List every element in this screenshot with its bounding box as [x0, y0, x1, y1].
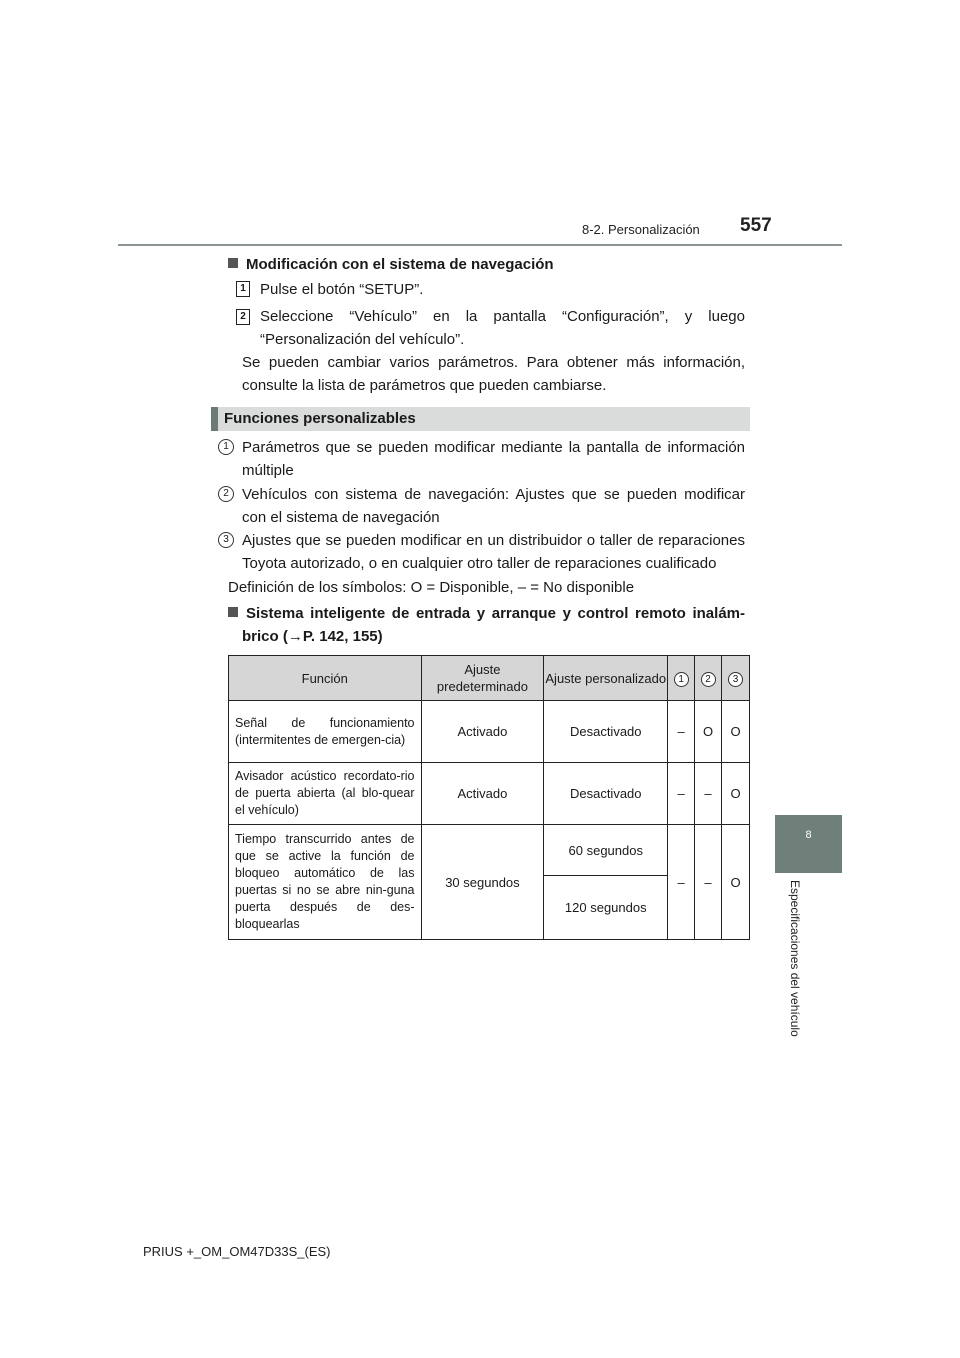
availability-1-cell: –	[668, 825, 695, 940]
legend-3-marker: 3	[218, 532, 234, 548]
column-header-default: Ajuste predeterminado	[421, 656, 544, 701]
custom-cell: Desactivado	[544, 763, 668, 825]
availability-3-cell: O	[722, 825, 750, 940]
document-code: PRIUS +_OM_OM47D33S_(ES)	[143, 1244, 331, 1259]
table-row	[229, 701, 750, 763]
custom-cell: Desactivado	[544, 701, 668, 763]
table-header-row	[229, 656, 750, 701]
step-1-text: Pulse el botón “SETUP”.	[260, 281, 424, 298]
header-divider	[118, 244, 842, 246]
step-2-text: Seleccione “Vehículo” en la pantalla “Configuración”, y luego “Personalización del vehículo”.	[260, 308, 745, 348]
legend-1-marker: 1	[218, 439, 234, 455]
legend-2-marker: 2	[218, 486, 234, 502]
square-bullet-icon	[228, 258, 238, 268]
column-header-1: 1	[668, 656, 695, 701]
default-cell: Activado	[421, 763, 544, 825]
availability-2-cell: O	[695, 701, 722, 763]
availability-2-cell: –	[695, 825, 722, 940]
availability-3-cell: O	[722, 763, 750, 825]
legend-2-text: Vehículos con sistema de navegación: Ajustes que se pueden modificar con el sistema de navegación	[242, 486, 745, 526]
chapter-tab-number: 8	[805, 829, 812, 841]
default-cell: Activado	[421, 701, 544, 763]
symbol-definitions: Definición de los símbolos: O = Disponible, – = No disponible	[228, 579, 635, 596]
chapter-tab	[775, 815, 842, 873]
chapter-label-container	[775, 880, 815, 1060]
column-header-2: 2	[695, 656, 722, 701]
page-number: 557	[740, 215, 772, 236]
chapter-label: Especificaciones del vehículo	[788, 880, 802, 1037]
table-row	[229, 763, 750, 825]
column-header-custom: Ajuste personalizado	[544, 656, 668, 701]
custom-cell-option-b: 120 segundos	[544, 876, 668, 940]
column-header-3: 3	[722, 656, 750, 701]
custom-cell-option-a: 60 segundos	[544, 825, 668, 876]
availability-1-cell: –	[668, 701, 695, 763]
availability-3-cell: O	[722, 701, 750, 763]
legend-1-text: Parámetros que se pueden modificar mediante la pantalla de información múltiple	[242, 439, 745, 479]
section-label: 8-2. Personalización	[582, 222, 700, 237]
legend-3-text: Ajustes que se pueden modificar en un distribuidor o taller de reparaciones Toyota autorizado, o en cualquier otro taller de reparaciones cualificado	[242, 532, 745, 572]
square-bullet-icon	[228, 607, 238, 617]
column-header-function: Función	[229, 656, 422, 701]
section-banner-accent	[211, 407, 218, 431]
availability-1-cell: –	[668, 763, 695, 825]
section-banner-title: Funciones personalizables	[224, 410, 416, 427]
settings-table	[228, 655, 750, 940]
function-cell: Señal de funcionamiento (intermitentes de emergen-cia)	[229, 701, 422, 763]
function-cell: Tiempo transcurrido antes de que se active la función de bloqueo automático de las puertas si no se abre nin-guna puerta después de des-bloquearlas	[229, 825, 422, 940]
function-cell: Avisador acústico recordato-rio de puerta abierta (al blo-quear el vehículo)	[229, 763, 422, 825]
table-row	[229, 825, 750, 876]
step-2-marker: 2	[236, 309, 250, 325]
default-cell: 30 segundos	[421, 825, 544, 940]
navigation-heading: Modificación con el sistema de navegación	[228, 256, 554, 273]
step-1-marker: 1	[236, 281, 250, 297]
navigation-note: Se pueden cambiar varios parámetros. Para obtener más información, consulte la lista de parámetros que pueden cambiarse.	[242, 354, 745, 394]
availability-2-cell: –	[695, 763, 722, 825]
system-heading: Sistema inteligente de entrada y arranque y control remoto inalám- brico (→P. 142, 155)	[228, 602, 745, 648]
